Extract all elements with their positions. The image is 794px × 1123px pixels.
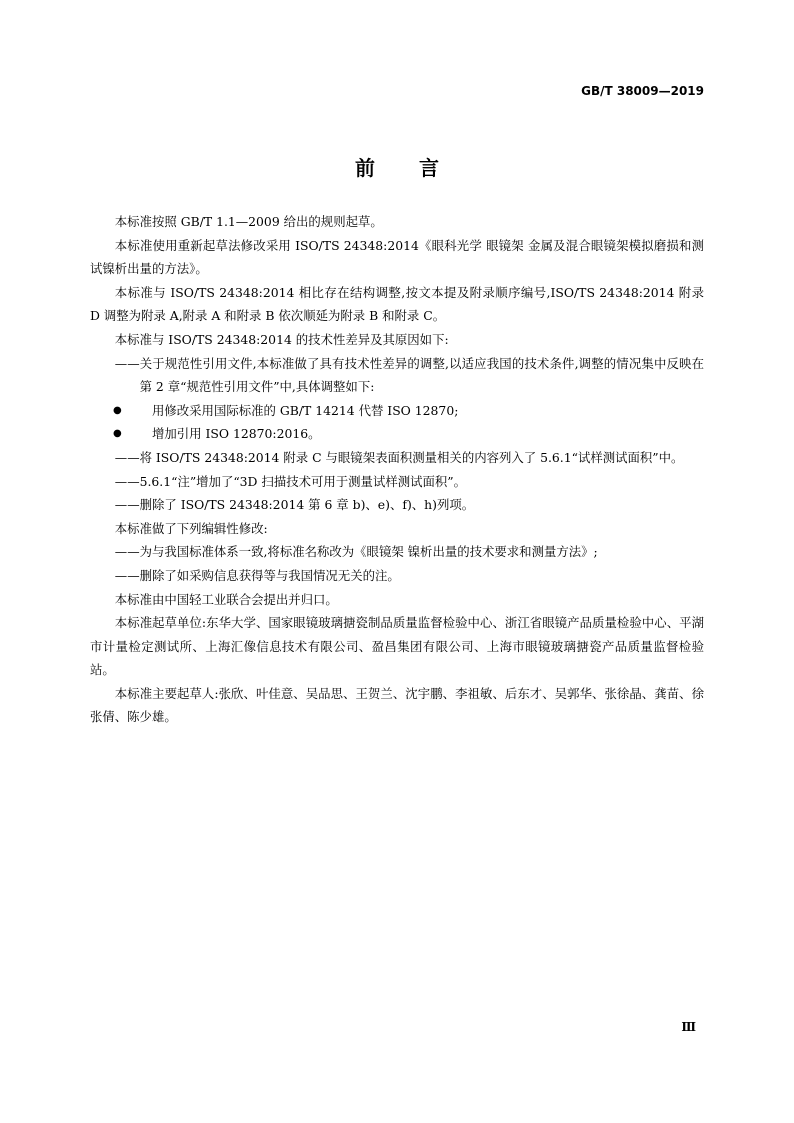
dash-item-annex-c: ——将 ISO/TS 24348:2014 附录 C 与眼镜架表面积测量相关的内容列入了 5.6.1“试样测试面积”中。 bbox=[114, 449, 684, 465]
paragraph-adoption: 本标准使用重新起草法修改采用 ISO/TS 24348:2014《眼科光学 眼镜架 金属及混合眼镜架模拟磨损和测试镍析出量的方法》。 bbox=[90, 237, 704, 277]
dash-item-note: ——5.6.1“注”增加了“3D 扫描技术可用于测量试样测试面积”。 bbox=[114, 473, 467, 489]
dash-item-normative-references: ——关于规范性引用文件,本标准做了具有技术性差异的调整,以适应我国的技术条件,调整的情况集中反映在第 2 章“规范性引用文件”中,具体调整如下: bbox=[114, 355, 704, 395]
paragraph-drafters: 本标准主要起草人:张欣、叶佳意、吴品思、王贺兰、沈宇鹏、李祖敏、后东才、吴郭华、张徐晶、龚苗、徐张倩、陈少雄。 bbox=[90, 685, 704, 725]
paragraph-structure: 本标准与 ISO/TS 24348:2014 相比存在结构调整,按文本提及附录顺序编号,ISO/TS 24348:2014 附录 D 调整为附录 A,附录 A 和附录 B 依次顺延为附录 B 和附录 C。 bbox=[90, 284, 704, 324]
paragraph-technical-differences: 本标准与 ISO/TS 24348:2014 的技术性差异及其原因如下: bbox=[114, 331, 449, 347]
page-title: 前言 bbox=[355, 156, 483, 180]
document-body bbox=[90, 210, 704, 729]
paragraph-drafting-rules: 本标准按照 GB/T 1.1—2009 给出的规则起草。 bbox=[114, 214, 383, 229]
dash-item-deletion: ——删除了 ISO/TS 24348:2014 第 6 章 b)、e)、f)、h)列项。 bbox=[114, 497, 475, 513]
dash-item-title-change: ——为与我国标准体系一致,将标准名称改为《眼镜架 镍析出量的技术要求和测量方法》; bbox=[114, 544, 598, 560]
paragraph-proposer: 本标准由中国轻工业联合会提出并归口。 bbox=[114, 591, 338, 607]
bullet-item: ● 增加引用 ISO 12870:2016。 bbox=[90, 422, 704, 446]
dash-item-notes-removed: ——删除了如采购信息获得等与我国情况无关的注。 bbox=[114, 567, 400, 583]
paragraph-editorial-changes: 本标准做了下列编辑性修改: bbox=[114, 520, 268, 536]
page-number: Ⅲ bbox=[681, 1020, 696, 1034]
bullet-item: ● 用修改采用国际标准的 GB/T 14214 代替 ISO 12870; bbox=[90, 399, 704, 423]
paragraph-drafting-units: 本标准起草单位:东华大学、国家眼镜玻璃搪瓷制品质量监督检验中心、浙江省眼镜产品质量检验中心、平湖市计量检定测试所、上海汇像信息技术有限公司、盈昌集团有限公司、上海市眼镜玻璃搪瓷产品质量监督检验站。 bbox=[90, 615, 704, 678]
standard-code: GB/T 38009—2019 bbox=[581, 84, 704, 98]
